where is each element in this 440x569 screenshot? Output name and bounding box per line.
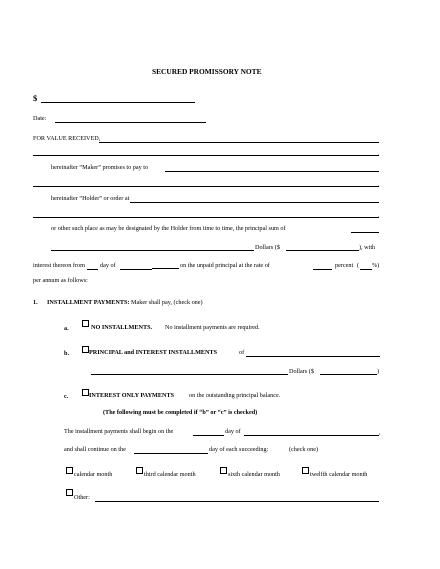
option-b-close: ) xyxy=(377,368,380,375)
date-label: Date: xyxy=(33,115,47,122)
each-succeeding-text: day of each succeeding: xyxy=(209,446,269,453)
day-of-label: day of xyxy=(100,262,116,269)
option-c-checkbox[interactable] xyxy=(82,389,89,396)
option-b-title: PRINCIPAL and INTEREST INSTALLMENTS xyxy=(89,349,218,356)
option-a-checkbox[interactable] xyxy=(82,320,89,327)
pct-suffix: %) xyxy=(372,262,380,269)
option-a-text: No installment payments are required. xyxy=(165,324,260,331)
sixth-calendar-month-label: sixth calendar month xyxy=(228,471,280,478)
principal-words-field[interactable] xyxy=(51,250,254,251)
page-title: SECURED PROMISSORY NOTE xyxy=(152,67,262,76)
interest-month-field[interactable] xyxy=(120,269,152,270)
check-one-label: (check one) xyxy=(289,446,319,453)
comma-2: , xyxy=(378,181,380,188)
rate-number-field[interactable] xyxy=(360,269,372,270)
holder-address-field[interactable] xyxy=(33,217,379,218)
section-1-number: 1. xyxy=(33,299,38,306)
sixth-calendar-month-checkbox[interactable] xyxy=(220,467,227,474)
with-text: ), with xyxy=(359,244,376,251)
installment-amount-words-field[interactable] xyxy=(246,356,380,357)
option-c-title: INTEREST ONLY PAYMENTS xyxy=(89,392,175,399)
dollar-sign: $ xyxy=(33,93,38,103)
option-b-checkbox[interactable] xyxy=(82,346,89,353)
calendar-month-checkbox[interactable] xyxy=(66,467,73,474)
principal-sum-field[interactable] xyxy=(351,232,379,233)
amount-field[interactable] xyxy=(41,102,195,103)
date-field[interactable] xyxy=(55,122,206,123)
percent-label: percent xyxy=(335,262,354,269)
option-a-letter: a. xyxy=(64,325,69,332)
principal-amount-field[interactable] xyxy=(286,250,359,251)
other-label: Other: xyxy=(74,494,90,501)
other-place-text: or other such place as may be designated by the Holder from time to time, the principal sum of xyxy=(51,225,286,232)
interest-year-field[interactable] xyxy=(152,268,179,269)
section-1-instructions: Maker shall pay, (check one) xyxy=(131,299,203,306)
begin-comma: , xyxy=(379,429,381,436)
maker-text: hereinafter “Maker” promises to pay to xyxy=(51,164,149,171)
option-b-dollars-label: Dollars ($ xyxy=(289,368,314,375)
option-c-text: on the outstanding principal balance. xyxy=(189,392,281,399)
interest-from-label: interest thereon from xyxy=(33,262,85,269)
option-c-letter: c. xyxy=(64,393,69,400)
interest-day-field[interactable] xyxy=(87,269,98,270)
option-b-letter: b. xyxy=(64,350,69,357)
maker-name-field[interactable] xyxy=(99,142,379,143)
begin-month-field[interactable] xyxy=(244,435,379,436)
continue-day-field[interactable] xyxy=(134,453,208,454)
holder-location-field[interactable] xyxy=(130,202,379,203)
other-field[interactable] xyxy=(95,501,379,502)
twelfth-calendar-month-label: twelfth calendar month xyxy=(310,471,368,478)
payee-address-field[interactable] xyxy=(33,186,379,187)
calendar-month-label: calendar month xyxy=(74,471,113,478)
rate-words-field[interactable] xyxy=(313,269,332,270)
installment-amount-field[interactable] xyxy=(320,374,377,375)
twelfth-calendar-month-checkbox[interactable] xyxy=(302,467,309,474)
section-1-title: INSTALLMENT PAYMENTS: xyxy=(47,299,130,306)
other-checkbox[interactable] xyxy=(66,489,73,496)
comma-1: , xyxy=(378,150,380,157)
comma-3: , xyxy=(378,212,380,219)
dollars-label: Dollars ($ xyxy=(255,244,280,251)
begin-text: The installment payments shall begin on the xyxy=(64,428,174,435)
completion-note: (The following must be completed if “b” or “c” is checked) xyxy=(103,409,258,416)
third-calendar-month-checkbox[interactable] xyxy=(136,467,143,474)
third-calendar-month-label: third calendar month xyxy=(144,471,196,478)
installment-words-field-2[interactable] xyxy=(91,374,288,375)
begin-day-field[interactable] xyxy=(193,435,224,436)
pct-open: ( xyxy=(357,262,360,269)
payee-name-field[interactable] xyxy=(165,171,379,172)
option-b-of: of xyxy=(239,349,245,356)
for-value-received-label: FOR VALUE RECEIVED, xyxy=(33,135,101,142)
option-a-title: NO INSTALLMENTS. xyxy=(91,324,153,331)
per-annum-text: per annum as follows: xyxy=(33,277,88,284)
begin-day-of-label: day of xyxy=(225,428,241,435)
maker-address-field[interactable] xyxy=(33,155,379,156)
unpaid-text: on the unpaid principal at the rate of xyxy=(180,262,270,269)
continue-text: and shall continue on the xyxy=(64,446,126,453)
holder-text: hereinafter “Holder” or order at xyxy=(51,195,130,202)
